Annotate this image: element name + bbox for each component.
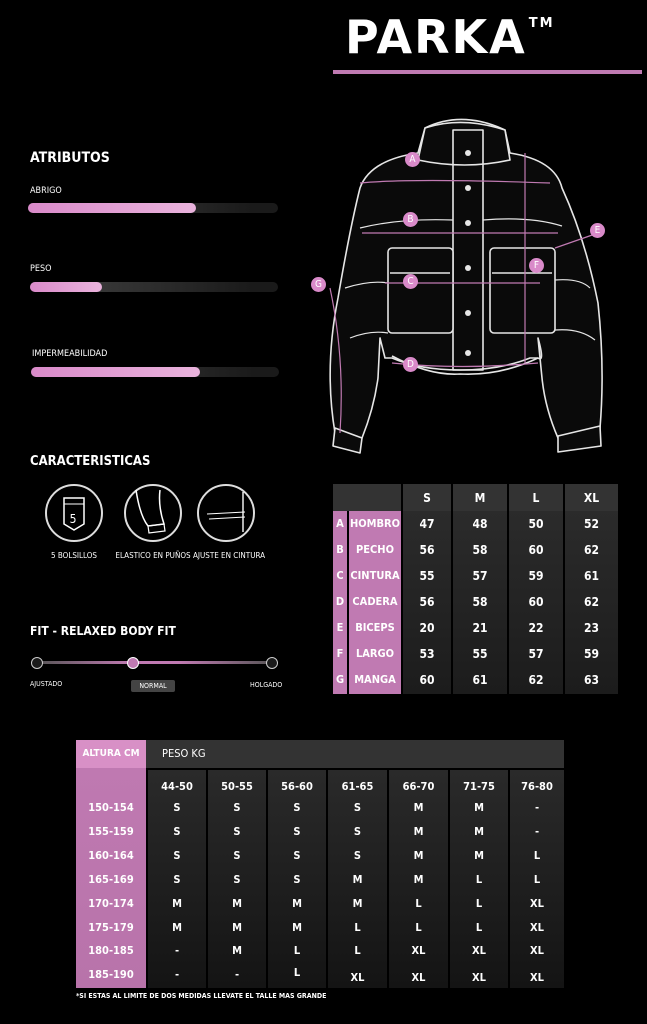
size-cell: M	[232, 897, 242, 910]
cell: 60	[419, 673, 435, 687]
weight-range: 56-60	[281, 780, 313, 793]
size-cell: -	[534, 801, 540, 814]
size-cell: XL	[411, 944, 426, 957]
size-cell: M	[172, 897, 182, 910]
cell: 56	[419, 543, 435, 557]
size-cell: -	[174, 944, 180, 957]
size-header-s: S	[423, 491, 431, 505]
height-range: 180-185	[88, 944, 134, 957]
size-header-m: M	[474, 491, 486, 505]
cell: 57	[472, 569, 488, 583]
size-cell: S	[233, 825, 241, 838]
cell: 47	[419, 517, 435, 531]
cell: 62	[583, 595, 600, 609]
size-cell: M	[292, 921, 302, 934]
row-name: CADERA	[352, 595, 398, 608]
weight-range: 66-70	[402, 780, 435, 793]
size-cell: XL	[530, 971, 544, 984]
weight-range: 50-55	[221, 780, 253, 793]
size-cell: S	[353, 849, 362, 862]
attr-bar-fill	[30, 282, 102, 292]
size-cell: L	[475, 921, 483, 934]
weight-range: 76-80	[521, 780, 553, 793]
attr-bar-peso	[30, 282, 278, 292]
cell: 61	[472, 673, 488, 687]
cell: 50	[528, 517, 544, 531]
row-name: MANGA	[354, 673, 396, 686]
column-divider	[451, 484, 453, 694]
height-range: 185-190	[88, 968, 134, 981]
size-cell: L	[533, 849, 541, 862]
cell: 57	[528, 647, 544, 661]
cuff-icon	[126, 486, 180, 540]
feature-label-waist: AJUSTE EN CINTURA	[192, 551, 266, 560]
row-letter: C	[336, 569, 344, 582]
fit-title: FIT - RELAXED BODY FIT	[30, 624, 176, 638]
cell: 20	[419, 621, 435, 635]
brand-logo: PARKA ™	[345, 10, 555, 64]
footnote: *SI ESTAS AL LIMITE DE DOS MEDIDAS LLEVATE EL TALLE MAS GRANDE	[76, 992, 327, 1000]
row-letter: D	[335, 595, 345, 608]
attr-bar-fill	[31, 367, 200, 377]
cell: 62	[528, 673, 544, 687]
size-cell: S	[173, 849, 181, 862]
height-range: 175-179	[88, 921, 134, 934]
row-letter: B	[336, 543, 344, 556]
size-cell: L	[475, 873, 483, 886]
size-cell: XL	[411, 971, 426, 984]
cell: 55	[419, 569, 435, 583]
size-cell: XL	[472, 944, 486, 957]
fit-label-ajustado: AJUSTADO	[30, 680, 63, 688]
size-header-xl: XL	[583, 491, 600, 505]
cell: 48	[472, 517, 488, 531]
cell: 58	[472, 543, 488, 557]
height-range: 150-154	[88, 801, 134, 814]
size-cell: S	[233, 873, 241, 886]
attr-bar-abrigo	[28, 203, 278, 213]
measure-table	[333, 484, 618, 694]
size-cell: L	[354, 944, 361, 957]
cell: 53	[419, 647, 435, 661]
attr-label-abrigo: ABRIGO	[30, 186, 62, 196]
cell: 59	[528, 569, 544, 583]
trademark: TM	[528, 16, 555, 31]
size-cell: M	[413, 801, 424, 814]
size-cell: XL	[472, 971, 486, 984]
row-letter: F	[336, 647, 344, 660]
marker-c: C	[403, 274, 418, 289]
column-divider	[507, 484, 509, 694]
weight-range: 44-50	[161, 780, 193, 793]
size-cell: XL	[530, 921, 544, 934]
attr-bar-fill	[28, 203, 196, 213]
size-cell: M	[352, 897, 363, 910]
height-range: 160-164	[88, 849, 134, 862]
jacket-diagram	[300, 108, 612, 460]
weight-range: 61-65	[341, 780, 374, 793]
marker-d: D	[403, 357, 418, 372]
cell: 52	[583, 517, 600, 531]
waist-icon	[199, 486, 253, 540]
fit-dot-holgado[interactable]	[266, 657, 278, 669]
marker-f: F	[529, 258, 544, 273]
cell: 60	[528, 595, 544, 609]
attr-bar-impermeabilidad	[31, 367, 279, 377]
fit-dot-ajustado[interactable]	[31, 657, 43, 669]
weight-range: 71-75	[463, 780, 495, 793]
cell: 23	[583, 621, 600, 635]
feature-cuffs	[124, 484, 182, 542]
cell: 63	[583, 673, 600, 687]
size-cell: S	[233, 849, 241, 862]
size-header-l: L	[532, 491, 540, 505]
marker-a: A	[405, 152, 420, 167]
attr-label-impermeabilidad: IMPERMEABILIDAD	[32, 349, 108, 359]
size-cell: M	[292, 897, 302, 910]
fit-label-normal: NORMAL	[131, 680, 175, 692]
weight-table	[76, 740, 564, 988]
size-cell: M	[352, 873, 363, 886]
size-cell: S	[233, 801, 241, 814]
feature-label-cuffs: ELASTICO EN PUÑOS	[115, 551, 191, 560]
cell: 61	[583, 569, 600, 583]
size-cell: XL	[530, 944, 544, 957]
size-cell: M	[172, 921, 182, 934]
height-range: 165-169	[88, 873, 134, 886]
size-cell: S	[293, 849, 301, 862]
size-cell: S	[173, 801, 181, 814]
cell: 59	[583, 647, 600, 661]
cell: 55	[472, 647, 488, 661]
marker-e: E	[590, 223, 605, 238]
size-cell: L	[293, 944, 301, 957]
cell: 56	[419, 595, 435, 609]
feature-waist	[197, 484, 255, 542]
size-cell: -	[174, 968, 180, 981]
row-letter: G	[335, 673, 345, 686]
feature-label-pockets: 5 BOLSILLOS	[51, 551, 97, 560]
cell: 62	[583, 543, 600, 557]
cell: 60	[528, 543, 544, 557]
cell: 22	[528, 621, 544, 635]
height-header: ALTURA CM	[82, 748, 140, 759]
fit-label-holgado: HOLGADO	[250, 681, 283, 689]
size-cell: XL	[350, 971, 365, 984]
size-cell: L	[415, 897, 422, 910]
caracteristicas-title: CARACTERISTICAS	[30, 454, 151, 469]
size-cell: L	[475, 897, 483, 910]
size-cell: M	[232, 944, 242, 957]
row-name: PECHO	[356, 543, 394, 556]
size-cell: M	[474, 849, 484, 862]
size-cell: S	[353, 801, 362, 814]
cell: 21	[472, 621, 488, 635]
marker-g: G	[311, 277, 326, 292]
size-cell: L	[293, 966, 301, 979]
size-cell: S	[293, 825, 301, 838]
row-name: CINTURA	[350, 569, 400, 582]
size-cell: S	[173, 873, 181, 886]
size-cell: L	[533, 873, 541, 886]
cell: 58	[472, 595, 488, 609]
size-cell: -	[234, 968, 240, 981]
size-cell: M	[413, 849, 424, 862]
size-cell: M	[474, 801, 484, 814]
marker-b: B	[403, 212, 418, 227]
fit-dot-normal[interactable]	[127, 657, 139, 669]
row-letter: A	[336, 517, 344, 530]
pocket-count: 5	[69, 512, 77, 526]
brand-underline	[333, 70, 642, 74]
size-cell: XL	[530, 897, 544, 910]
size-cell: S	[353, 825, 362, 838]
height-range: 155-159	[88, 825, 134, 838]
column-divider	[401, 484, 403, 694]
row-name: LARGO	[355, 647, 395, 660]
row-name: HOMBRO	[349, 517, 401, 530]
size-cell: L	[415, 921, 422, 934]
size-cell: S	[293, 873, 301, 886]
fit-scale-line	[36, 661, 274, 664]
size-cell: M	[413, 825, 424, 838]
row-name: BICEPS	[355, 621, 395, 634]
size-cell: -	[534, 825, 540, 838]
size-cell: M	[232, 921, 242, 934]
size-cell: M	[474, 825, 484, 838]
height-range: 170-174	[88, 897, 134, 910]
size-cell: S	[173, 825, 181, 838]
attr-label-peso: PESO	[30, 264, 52, 274]
size-cell: L	[354, 921, 361, 934]
size-cell: S	[293, 801, 301, 814]
weight-table-topbar	[76, 740, 564, 768]
weight-header: PESO KG	[162, 747, 206, 760]
column-divider	[563, 484, 565, 694]
size-cell: M	[413, 873, 424, 886]
row-letter: E	[336, 621, 344, 634]
atributos-title: ATRIBUTOS	[30, 150, 110, 166]
